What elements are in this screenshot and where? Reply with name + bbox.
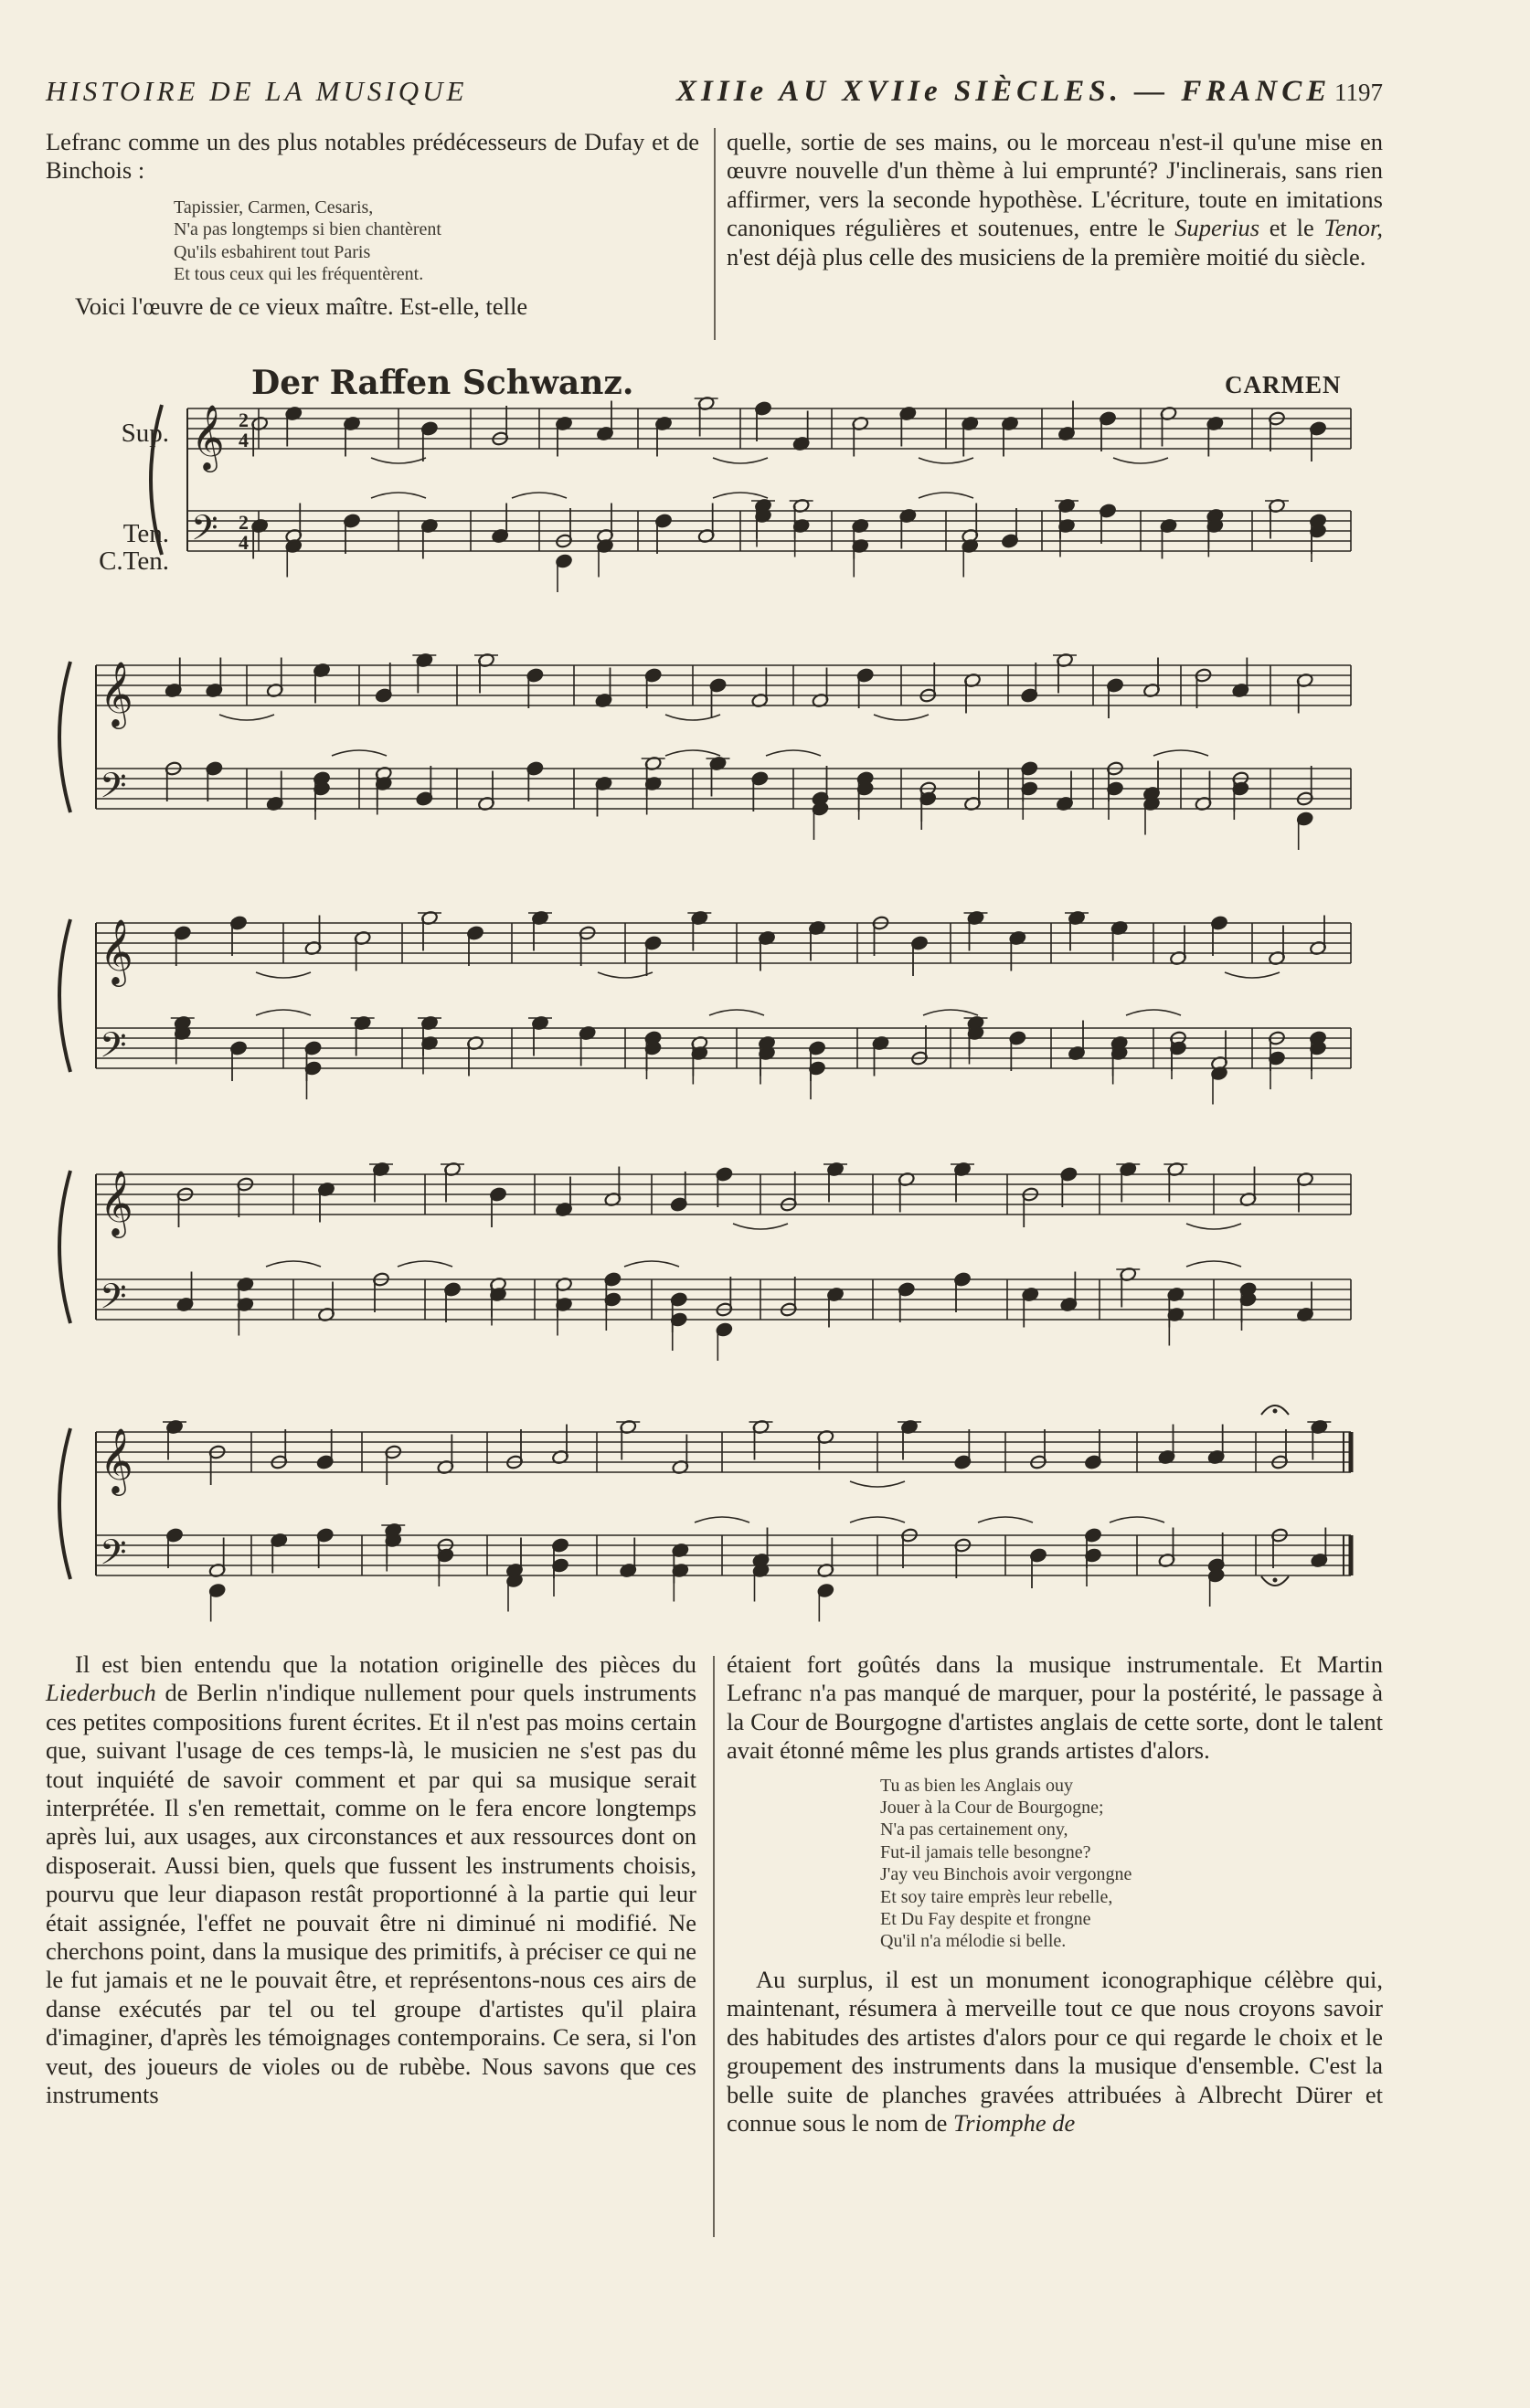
verse-line: Tapissier, Carmen, Cesaris, — [174, 196, 374, 217]
fermata-dot — [1273, 1409, 1278, 1414]
tie — [256, 1010, 311, 1015]
page-number: 1197 — [1334, 79, 1383, 106]
label-cten: C.Ten. — [99, 546, 169, 576]
tie — [695, 1517, 749, 1522]
tie — [1153, 750, 1208, 756]
system-brace — [59, 1428, 70, 1579]
treble-clef-icon: 𝄞 — [100, 1169, 133, 1236]
time-signature-bottom: 4 — [239, 429, 249, 451]
time-signature-bottom: 4 — [239, 531, 249, 554]
verse-line: Et Du Fay despite et frongne — [880, 1909, 1091, 1930]
treble-clef-icon: 𝄞 — [100, 1427, 133, 1493]
tie — [919, 493, 973, 498]
liederbuch-term: Liederbuch — [46, 1679, 156, 1707]
verse-line: Et tous ceux qui les fréquentèrent. — [174, 264, 424, 285]
bottom-right-paragraph-2 — [727, 1966, 1383, 2137]
text-run: Au surplus, il est un monument iconographique célèbre qui, maintenant, résumera à merveille tout ce que nous croyons savoir des habitudes des artistes d'alors pour ce qui regarde le choix et le groupement des instruments dans la musique d'ensemble. C'est la belle suite de planches gravées attribuées à Albrecht Dürer et connue sous le nom de — [727, 1965, 1383, 2137]
running-head-left: HISTOIRE DE LA MUSIQUE — [46, 75, 468, 107]
label-ten: Ten. — [122, 519, 169, 548]
fermata-dot — [1273, 1578, 1278, 1583]
treble-clef-icon: 𝄞 — [100, 660, 133, 727]
tie — [332, 750, 387, 756]
bottom-left-column — [46, 1650, 696, 2110]
tie — [256, 972, 311, 978]
tie — [1186, 1261, 1241, 1267]
tie — [266, 1261, 321, 1267]
tie — [1186, 1224, 1241, 1229]
system-brace — [59, 919, 70, 1072]
tie — [923, 1010, 978, 1015]
tie — [709, 1010, 764, 1015]
treble-clef-icon: 𝄞 — [100, 918, 133, 984]
tenor-term: Tenor, — [1323, 214, 1384, 242]
text-run: Il est bien entendu que la notation originelle des pièces du — [75, 1650, 696, 1678]
bottom-right-paragraph-1: étaient fort goûtés dans la musique instrumentale. Et Martin Lefranc n'a pas manqué de marquer, pour la postérité, le passage à la Cour de Bourgogne d'artistes anglais de cette sorte, dont le talent avait étonné même les plus grands artistes d'alors. — [727, 1650, 1383, 1765]
bottom-left-paragraph — [46, 1650, 696, 2110]
time-signature-top: 2 — [239, 408, 249, 431]
score-composer: CARMEN — [1225, 371, 1342, 398]
running-head-right: XIIIe AU XVIIe SIÈCLES. — FRANCE — [676, 75, 1332, 108]
triomphe-term: Triomphe de — [953, 2108, 1076, 2137]
system-brace — [151, 405, 162, 555]
treble-clef-icon: 𝄞 — [191, 403, 225, 470]
tie — [624, 1261, 679, 1267]
tie — [665, 750, 720, 756]
bass-clef-icon: 𝄢 — [100, 1024, 127, 1074]
tie — [713, 458, 768, 463]
bottom-right-column — [727, 1650, 1383, 2137]
bass-clef-icon: 𝄢 — [100, 1532, 127, 1581]
verse-line: J'ay veu Binchois avoir vergongne — [880, 1864, 1132, 1885]
tie — [919, 458, 973, 463]
tie — [978, 1517, 1033, 1522]
text-run: de Berlin n'indique nullement pour quels instruments ces petites compositions furent écrites. Et il n'est pas moins certain que, suivant l'usage de ces temps-là, le musicien ne s'est pas du tout inquiété de savoir comment et par qui sa musique serait interprétée. Il s'en remettait, comme on le fera encore longtemps après lui, aux usages, aux circonstances et aux ressources dont on disposerait. Aussi bien, quels que fussent les instruments choisis, pourvu que leur diapason restât proportionné à la partie qui leur était assignée, l'effet ne pouvait être ni diminué ni modifié. Ne cherchons point, dans la musique des primitifs, à préciser ce qui ne le fut jamais et ne le pouvait être, et représentons-nous ces airs de danse exécutés par tel ou tel groupe d'artistes qu'il plaira d'imaginer, d'après les témoignages contemporains. Ce sera, si l'on veut, des joueurs de violes ou de rubèbe. Nous savons que ces instruments — [46, 1679, 697, 2109]
text-run: quelle, sortie de ses mains, ou le morceau n'est-il qu'une mise en œuvre nouvelle d'un thème à lui emprunté? J'inclinerais, sans rien affirmer, vers la seconde hypothèse. L'écriture, toute en imitations canoniques régulières et soutenues, entre le — [727, 128, 1383, 242]
verse-line: N'a pas longtemps si bien chantèrent — [174, 219, 441, 240]
tie — [398, 1261, 452, 1267]
label-sup: Sup. — [121, 419, 169, 448]
tie — [874, 715, 929, 720]
tie — [1110, 1517, 1164, 1522]
verse-line: Jouer à la Cour de Bourgogne; — [880, 1798, 1104, 1819]
tie — [850, 1517, 905, 1522]
system-brace — [59, 1171, 70, 1323]
text-run: et le — [1269, 214, 1314, 242]
verse-line: Tu as bien les Anglais ouy — [880, 1775, 1073, 1796]
top-left-intro: Lefranc comme un des plus notables prédécesseurs de Dufay et de Binchois : — [46, 128, 699, 185]
tie — [598, 972, 653, 978]
verse-line: Et soy taire emprès leur rebelle, — [880, 1886, 1113, 1907]
tie — [1113, 458, 1168, 463]
superius-term: Superius — [1174, 214, 1260, 242]
tie — [1225, 972, 1280, 978]
tie — [850, 1481, 905, 1487]
tie — [713, 493, 768, 498]
bass-clef-icon: 𝄢 — [100, 1276, 127, 1325]
verse-bottom — [880, 1775, 1383, 1953]
verse-line: Qu'il n'a mélodie si belle. — [880, 1931, 1067, 1952]
tie — [1126, 1010, 1181, 1015]
top-left-after: Voici l'œuvre de ce vieux maître. Est-elle, telle — [75, 292, 528, 321]
time-signature-top: 2 — [239, 511, 249, 534]
tie — [766, 750, 821, 756]
tie — [219, 715, 274, 720]
tie — [371, 493, 426, 498]
score-title: Der Raffen Schwanz. — [251, 364, 634, 402]
verse-line: Qu'ils esbahirent tout Paris — [174, 241, 371, 262]
text-run: n'est déjà plus celle des musiciens de la première moitié du siècle. — [727, 242, 1366, 271]
column-rule — [713, 1656, 715, 2237]
tie — [512, 493, 567, 498]
tie — [733, 1224, 788, 1229]
verse-line: Fut-il jamais telle besongne? — [880, 1841, 1091, 1862]
verse-line: N'a pas certainement ony, — [880, 1819, 1068, 1840]
tie — [371, 458, 426, 463]
bass-clef-icon: 𝄢 — [191, 507, 218, 557]
bass-clef-icon: 𝄢 — [100, 765, 127, 814]
system-brace — [59, 662, 70, 812]
